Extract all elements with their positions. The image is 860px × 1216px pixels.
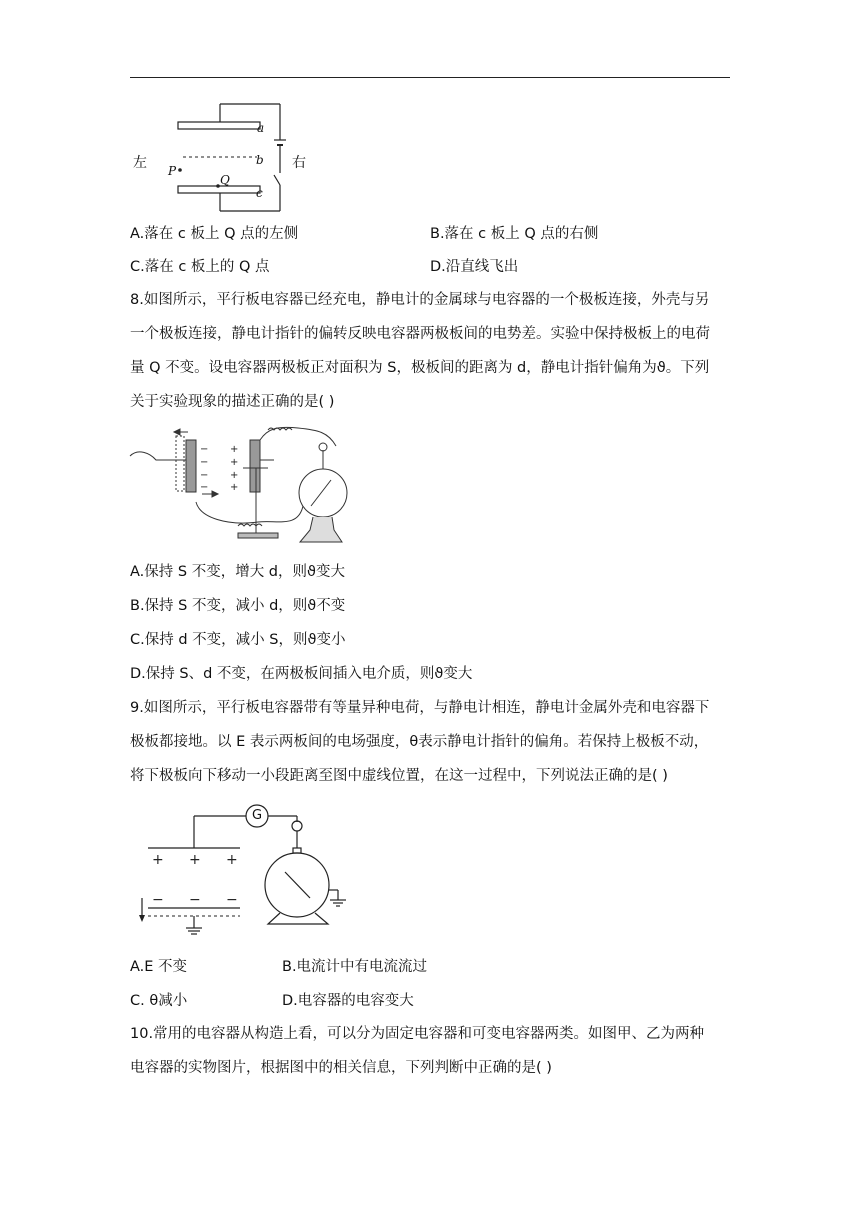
q9-option-a: A.E 不变 [130, 959, 188, 975]
q8-line-1: 8.如图所示，平行板电容器已经充电，静电计的金属球与电容器的一个极板连接，外壳与另 [130, 292, 710, 308]
svg-text:+: + [152, 852, 164, 868]
svg-text:+: + [230, 470, 239, 481]
q8-option-d: D.保持 S、d 不变，在两极板间插入电介质，则ϑ变大 [130, 666, 473, 682]
q9-option-d: D.电容器的电容变大 [282, 993, 414, 1009]
q9-option-c: C. θ减小 [130, 993, 188, 1009]
svg-text:+: + [230, 482, 239, 493]
q9-line-1: 9.如图所示，平行板电容器带有等量异种电荷，与静电计相连，静电计金属外壳和电容器下 [130, 700, 710, 716]
svg-text:−: − [189, 892, 201, 908]
q7-label-a: a [257, 121, 265, 135]
q9-capacitor-electrometer-figure [130, 800, 370, 940]
q8-line-3: 量 Q 不变。设电容器两极板正对面积为 S，极板间的距离为 d，静电计指针偏角为ϑ。下列 [130, 360, 710, 376]
q9-line-2: 极板都接地。以 E 表示两板间的电场强度，θ表示静电计指针的偏角。若保持上极板不动， [130, 734, 709, 750]
svg-text:+: + [226, 852, 238, 868]
svg-text:−: − [200, 444, 209, 455]
svg-text:−: − [226, 892, 238, 908]
svg-text:−: − [200, 470, 209, 481]
q7-label-b: b [256, 153, 264, 167]
q7-right-label: 右 [292, 155, 306, 171]
q7-label-p: P [168, 164, 177, 178]
q7-label-q: Q [220, 173, 230, 187]
galvanometer-label: G [252, 808, 263, 823]
svg-text:+: + [230, 457, 239, 468]
svg-text:−: − [152, 892, 164, 908]
q7-label-c: c [256, 186, 263, 200]
svg-text:+: + [230, 444, 239, 455]
q8-electrometer-figure [128, 418, 358, 548]
q9-option-b: B.电流计中有电流流过 [282, 959, 428, 975]
svg-text:−: − [200, 482, 209, 493]
q8-line-2: 一个极板连接，静电计指针的偏转反映电容器两极板间的电势差。实验中保持极板上的电荷 [130, 326, 710, 342]
q7-option-c: C.落在 c 板上的 Q 点 [130, 259, 270, 275]
q8-option-c: C.保持 d 不变，减小 S，则ϑ变小 [130, 632, 346, 648]
q10-line-2: 电容器的实物图片，根据图中的相关信息，下列判断中正确的是( ) [130, 1060, 552, 1076]
q8-line-4: 关于实验现象的描述正确的是( ) [130, 394, 335, 410]
plate-a [178, 122, 260, 129]
q7-left-label: 左 [133, 155, 147, 171]
header-rule [130, 77, 730, 78]
svg-text:+: + [189, 852, 201, 868]
q7-option-d: D.沿直线飞出 [430, 259, 519, 275]
q7-option-b: B.落在 c 板上 Q 点的右侧 [430, 226, 599, 242]
svg-text:−: − [200, 457, 209, 468]
q8-option-a: A.保持 S 不变，增大 d，则ϑ变大 [130, 564, 345, 580]
q7-option-a: A.落在 c 板上 Q 点的左侧 [130, 226, 299, 242]
q9-line-3: 将下极板向下移动一小段距离至图中虚线位置，在这一过程中，下列说法正确的是( ) [130, 768, 668, 784]
q10-line-1: 10.常用的电容器从构造上看，可以分为固定电容器和可变电容器两类。如图甲、乙为两种 [130, 1026, 705, 1042]
q8-option-b: B.保持 S 不变，减小 d，则ϑ不变 [130, 598, 346, 614]
